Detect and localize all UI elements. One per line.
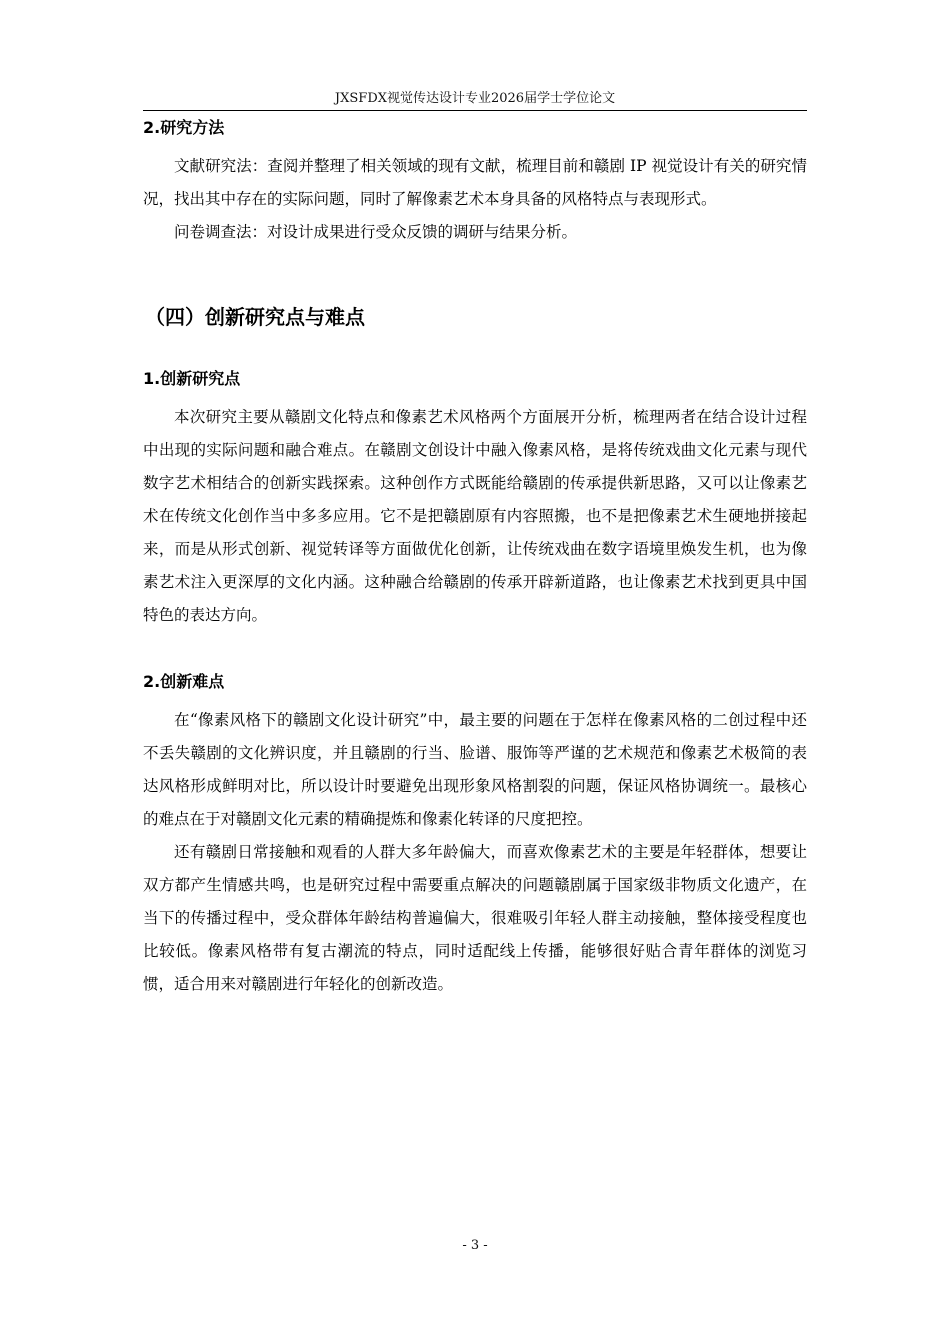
- methods-paragraph-survey: 问卷调查法：对设计成果进行受众反馈的调研与结果分析。: [174, 223, 578, 241]
- running-header: JXSFDX视觉传达设计专业2026届学士学位论文: [334, 91, 616, 106]
- header-divider: [143, 110, 807, 111]
- innovation-points-body: [143, 401, 807, 632]
- difficulties-paragraph-identity: 在“像素风格下的赣剧文化设计研究”中，最主要的问题在于怎样在像素风格的二创过程中还不丢失赣剧的文化辨识度，并且赣剧的行当、脸谱、服饰等严谨的艺术规范和像素艺术极简的表达风格形成鲜明对比，所以设计时要避免出现形象风格割裂的问题，保证风格协调统一。最核心的难点在于对赣剧文化元素的精确提炼和像素化转译的尺度把控。: [143, 711, 807, 828]
- methods-heading: 2.研究方法: [143, 118, 225, 137]
- section-heading-innovation: （四）创新研究点与难点: [145, 305, 365, 329]
- page-number: - 3 -: [462, 1238, 488, 1253]
- innovation-points-heading: 1.创新研究点: [143, 369, 241, 388]
- innovation-difficulties-heading: 2.创新难点: [143, 672, 225, 691]
- methods-paragraph-literature: 文献研究法：查阅并整理了相关领域的现有文献，梳理目前和赣剧 IP 视觉设计有关的研究情况，找出其中存在的实际问题，同时了解像素艺术本身具备的风格特点与表现形式。: [143, 157, 807, 208]
- innovation-difficulties-body: [143, 704, 807, 1001]
- innovation-points-paragraph: 本次研究主要从赣剧文化特点和像素艺术风格两个方面展开分析，梳理两者在结合设计过程中出现的实际问题和融合难点。在赣剧文创设计中融入像素风格，是将传统戏曲文化元素与现代数字艺术相结合的创新实践探索。这种创作方式既能给赣剧的传承提供新思路，又可以让像素艺术在传统文化创作当中多多应用。它不是把赣剧原有内容照搬，也不是把像素艺术生硬地拼接起来，而是从形式创新、视觉转译等方面做优化创新，让传统戏曲在数字语境里焕发生机，也为像素艺术注入更深厚的文化内涵。这种融合给赣剧的传承开辟新道路，也让像素艺术找到更具中国特色的表达方向。: [143, 408, 807, 624]
- methods-body: [143, 150, 807, 249]
- difficulties-paragraph-audience: 还有赣剧日常接触和观看的人群大多年龄偏大，而喜欢像素艺术的主要是年轻群体，想要让双方都产生情感共鸣，也是研究过程中需要重点解决的问题赣剧属于国家级非物质文化遗产，在当下的传播过程中，受众群体年龄结构普遍偏大，很难吸引年轻人群主动接触，整体接受程度也比较低。像素风格带有复古潮流的特点，同时适配线上传播，能够很好贴合青年群体的浏览习惯，适合用来对赣剧进行年轻化的创新改造。: [143, 843, 807, 993]
